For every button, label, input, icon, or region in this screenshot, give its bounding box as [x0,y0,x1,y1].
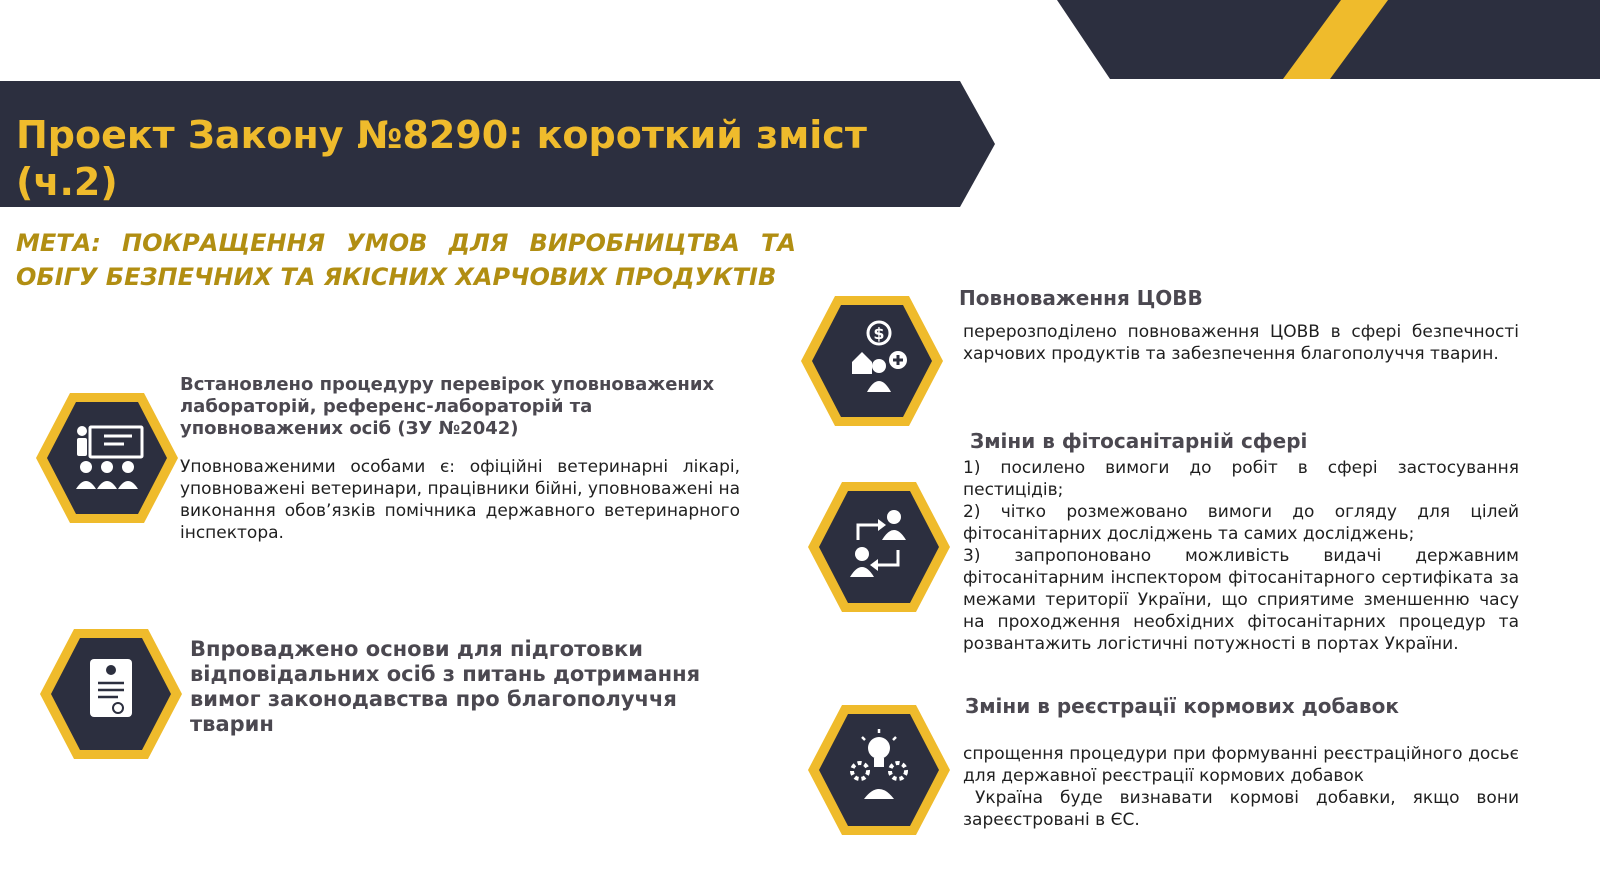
list-item: спрощення процедури при формуванні реєстраційного досьє для державної реєстрації кормових добавок [963,744,1519,786]
animal-welfare-training-heading: Впроваджено основи для підготовки відповідальних осіб з питань дотримання вимог законодавства про благополуччя тварин [190,637,701,736]
phytosanitary-heading: Зміни в фітосанітарній сфері [970,429,1308,453]
lightbulb-gears-icon [806,703,952,837]
goal-statement: МЕТА: ПОКРАЩЕННЯ УМОВ ДЛЯ ВИРОБНИЦТВА ТА ОБІГУ БЕЗПЕЧНИХ ТА ЯКІСНИХ ХАРЧОВИХ ПРОДУКТІВ [16,229,796,291]
feed-additives-heading: Зміни в реєстрації кормових добавок [965,694,1399,718]
authority-powers-heading: Повноваження ЦОВВ [959,286,1203,310]
certificate-document-icon [38,627,184,761]
feed-additives-list [963,743,1519,831]
people-exchange-icon [806,480,952,614]
list-item: 3) запропоновано можливість видачі державним фітосанітарним інспектором фітосанітарного сертифіката за межами території України, що сприятиме зменшенню часу на проходження необхідних фітосанітарних процедур та розвантажить логістичні потужності в портах України. [963,546,1519,654]
list-item: Україна буде визнавати кормові добавки, якщо вони зареєстровані в ЄС. [963,788,1519,830]
list-item: 2) чітко розмежовано вимоги до огляду для цілей фітосанітарних досліджень та самих досліджень; [963,502,1519,544]
svg-text:$: $ [873,324,885,343]
authorized-persons-text: Уповноваженими особами є: офіційні ветеринарні лікарі, уповноважені ветеринари, працівники бійні, уповноважені на виконання обов’язків помічника державного ветеринарного інспектора. [180,457,740,543]
money-redistribution-icon [799,294,945,428]
lab-inspection-heading: Встановлено процедуру перевірок уповноважених лабораторій, референс-лабораторій та уповноважених осіб (ЗУ №2042) [180,374,715,439]
presentation-audience-icon [34,391,180,525]
list-item: 1) посилено вимоги до робіт в сфері застосування пестицідів; [963,458,1519,500]
page-title: Проект Закону №8290: короткий зміст (ч.2) [16,113,867,204]
authority-powers-text: перерозподілено повноваження ЦОВВ в сфері безпечності харчових продуктів та забезпечення благополуччя тварин. [963,322,1519,364]
phytosanitary-list [963,457,1519,655]
